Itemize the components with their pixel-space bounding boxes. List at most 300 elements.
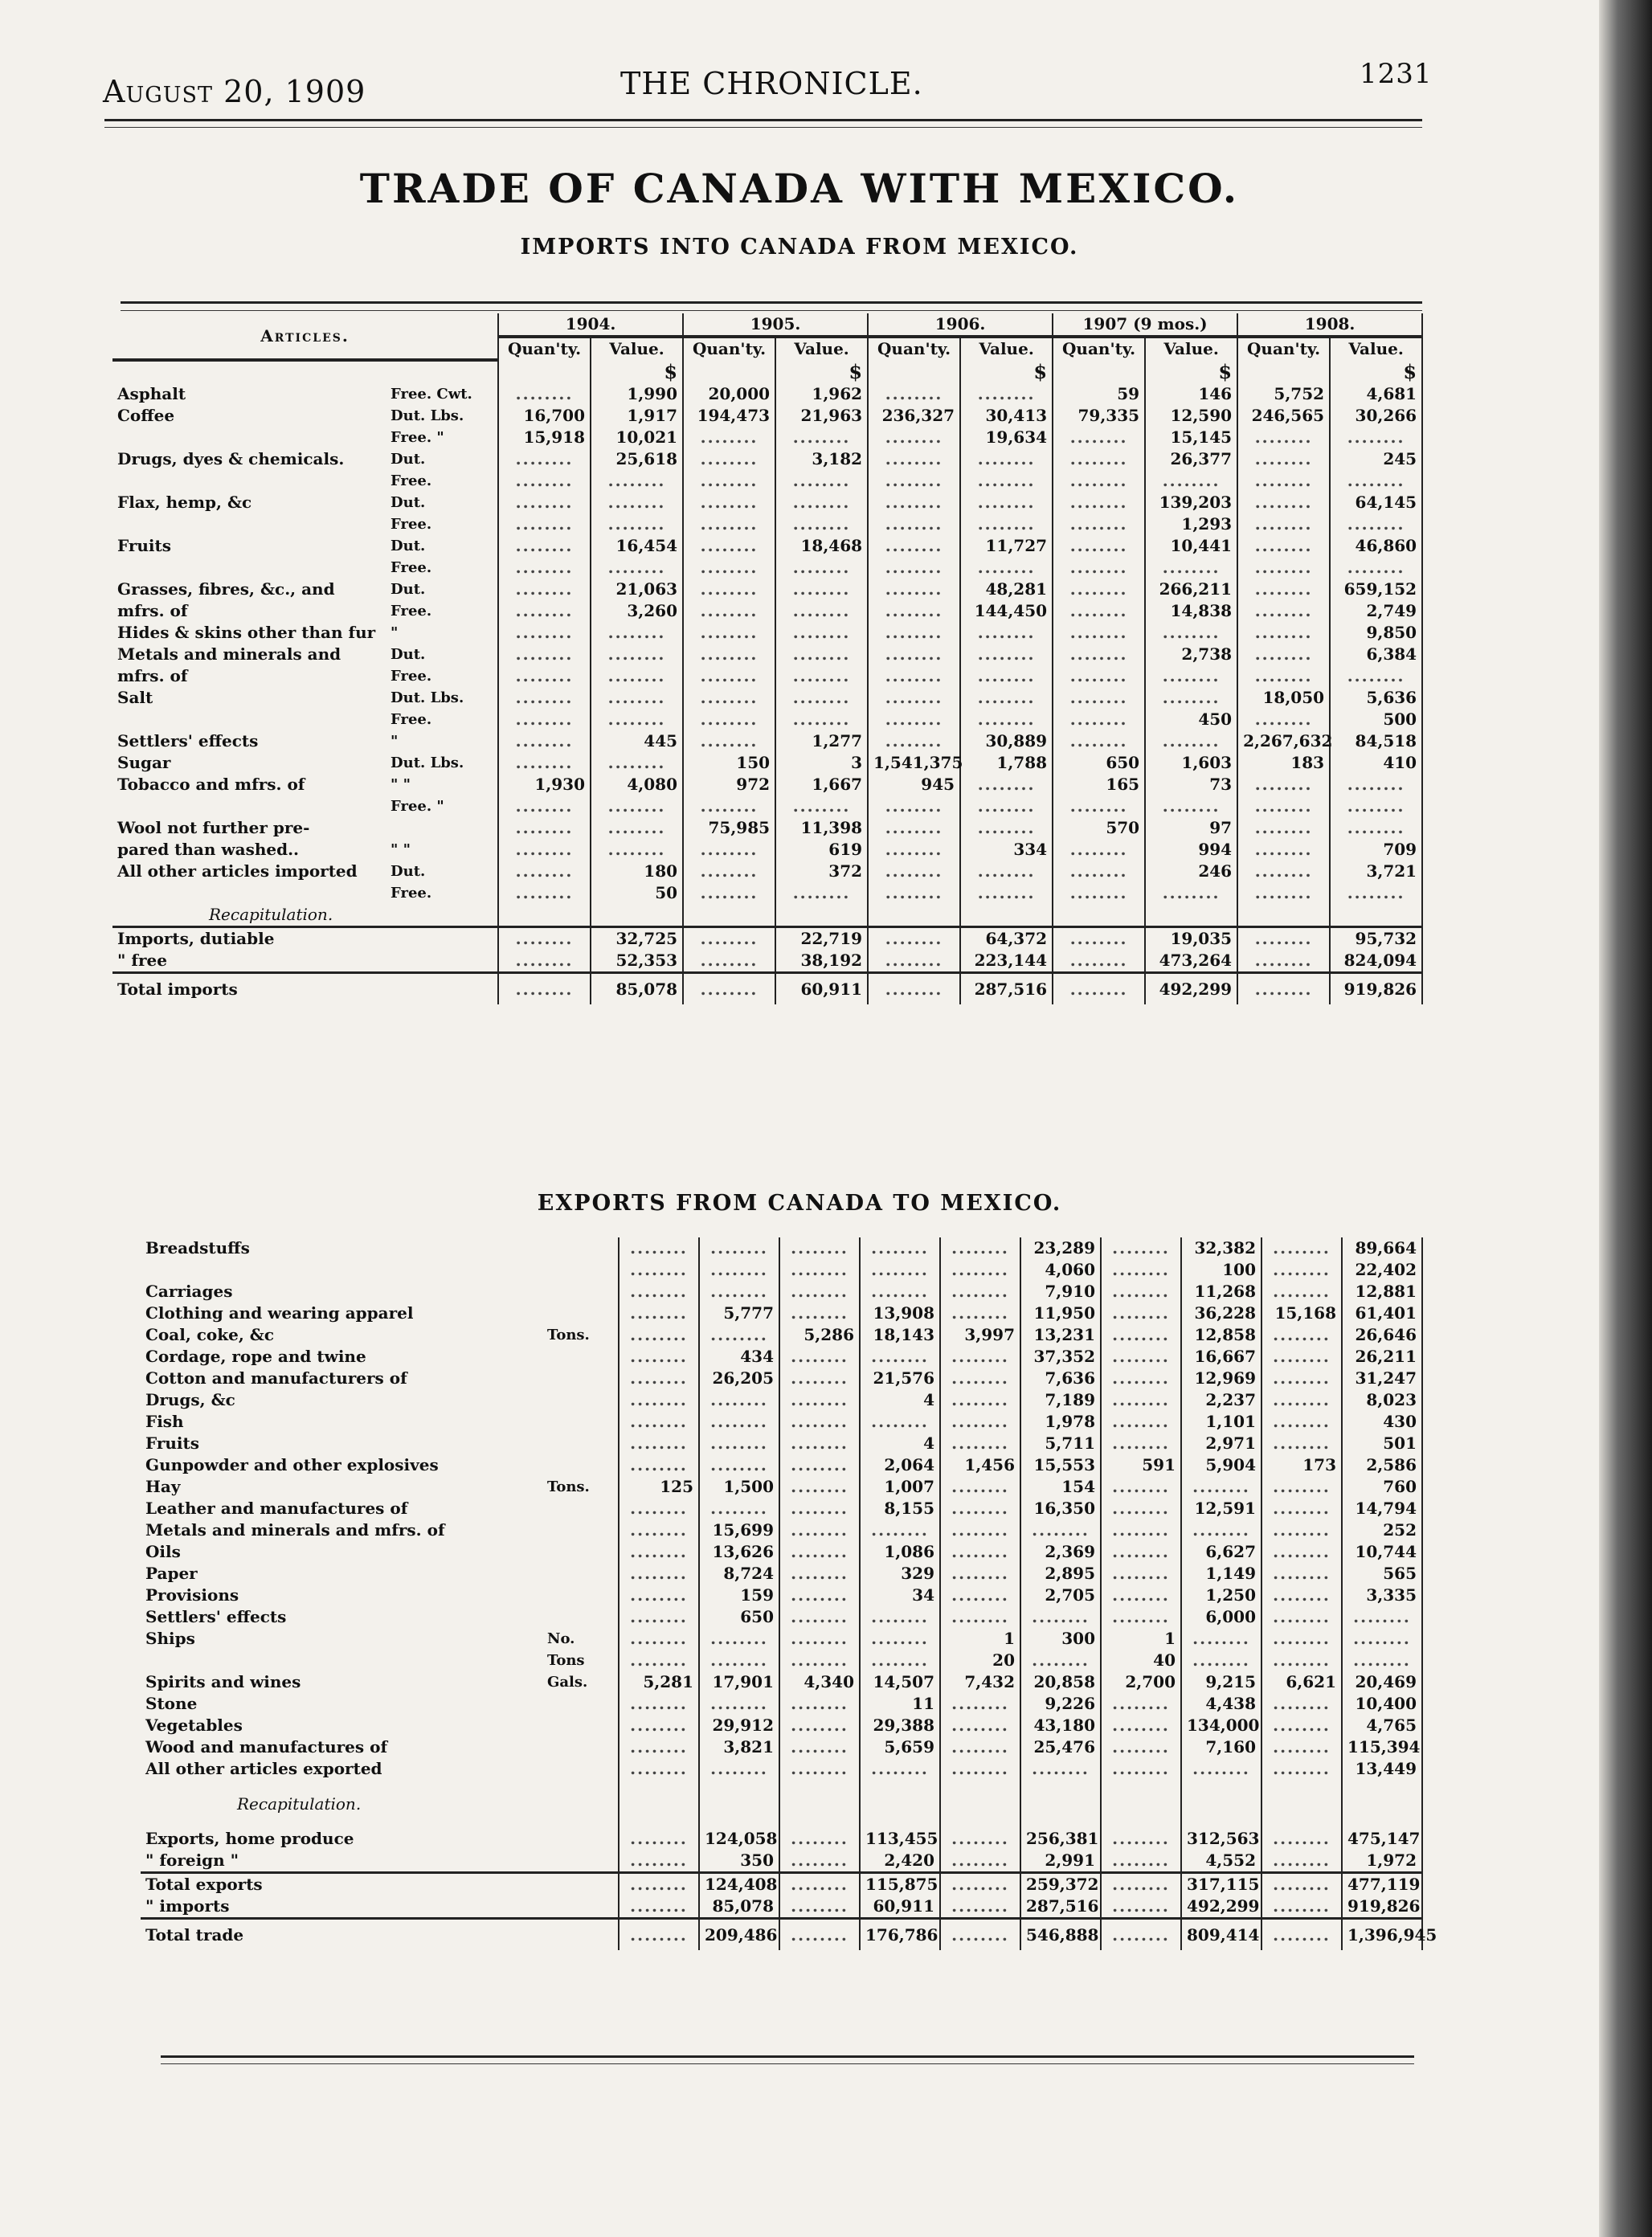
row-duty-unit [542,1454,619,1476]
dot-leader: ........ [951,1585,1009,1605]
row-duty-unit [542,1650,619,1671]
table-cell: 21,063 [591,579,683,600]
row-label [141,1650,542,1671]
table-cell [940,1476,1020,1498]
dot-leader: ........ [630,1520,688,1540]
dot-leader: ........ [951,1520,1009,1540]
table-cell [779,1498,860,1519]
table-cell [1101,1346,1181,1368]
dot-leader: ........ [1273,1829,1331,1848]
dot-leader: ........ [951,1716,1009,1735]
dot-leader: ........ [1347,818,1405,837]
row-label [112,470,386,492]
table-cell [775,492,868,513]
table-cell: 12,969 [1181,1368,1261,1389]
dot-leader: ........ [871,1629,929,1648]
dot-leader: ........ [630,1282,688,1301]
dot-leader: ........ [885,951,943,970]
bottom-rule-thin [161,2063,1414,2064]
dot-leader: ........ [885,840,943,859]
dot-leader: ........ [1069,644,1128,664]
dot-leader: ........ [791,1585,848,1605]
dot-leader: ........ [951,1390,1009,1409]
table-cell [619,1693,699,1715]
dot-leader: ........ [515,471,574,490]
table-cell [775,709,868,730]
table-cell: 154 [1020,1476,1101,1498]
table-cell [1053,665,1145,687]
dollar-sign [1237,360,1330,383]
dot-leader: ........ [710,1412,768,1431]
table-cell [779,1693,860,1715]
table-cell [699,1454,779,1476]
dot-leader: ........ [630,1694,688,1713]
table-cell [868,557,960,579]
dot-leader: ........ [1162,688,1221,707]
table-cell [960,709,1053,730]
table-cell [940,1606,1020,1628]
dot-leader: ........ [792,796,851,816]
duty-label: Dut. [391,863,426,880]
row-label: Wood and manufactures of [145,1737,388,1756]
dot-leader: ........ [871,1759,929,1778]
table-cell: 312,563 [1181,1828,1261,1850]
table-cell [1101,1736,1181,1758]
dot-leader: ........ [1112,1282,1170,1301]
table-cell: 16,700 [498,405,591,427]
table-cell: 38,192 [775,950,868,973]
dot-leader: ........ [1112,1390,1170,1409]
table-cell [940,1303,1020,1324]
dot-leader: ........ [515,384,574,403]
table-row [112,383,1422,405]
row-label: Grasses, fibres, &c., and [117,579,335,599]
table-cell [940,1896,1020,1919]
table-cell [868,448,960,470]
table-cell [860,1281,940,1303]
table-cell [960,665,1053,687]
table-cell [1020,1650,1101,1671]
dot-leader: ........ [951,1737,1009,1756]
dot-leader: ........ [951,1896,1009,1916]
dot-leader: ........ [791,1542,848,1561]
dot-leader: ........ [630,1303,688,1323]
dot-leader: ........ [700,514,759,534]
quantity-header: Quan'ty. [498,337,591,360]
dot-leader: ........ [1112,1368,1170,1388]
table-cell: 12,858 [1181,1324,1261,1346]
row-duty-unit [542,1237,619,1259]
table-cell [683,492,775,513]
duty-label: Free. [391,798,432,815]
table-cell [960,644,1053,665]
table-cell: 30,889 [960,730,1053,752]
dot-leader: ........ [951,1412,1009,1431]
table-row [141,1606,1422,1628]
table-cell [860,1780,940,1828]
table-cell: 1 [940,1628,1020,1650]
table-cell [683,535,775,557]
dot-leader: ........ [515,601,574,620]
dot-leader: ........ [885,979,943,999]
dot-leader: ........ [515,666,574,685]
row-duty-unit [386,383,498,405]
table-cell [779,1303,860,1324]
dot-leader: ........ [791,1925,848,1945]
duty-label: Free. [391,429,432,446]
dot-leader: ........ [515,929,574,948]
table-cell: 1,917 [591,405,683,427]
table-cell [960,687,1053,709]
table-cell: 8,155 [860,1498,940,1519]
table-cell [498,665,591,687]
table-row [141,1896,1422,1919]
table-cell [1330,513,1422,535]
table-cell: 2,705 [1020,1585,1101,1606]
row-label: Clothing and wearing apparel [145,1303,414,1323]
table-cell [1330,557,1422,579]
dot-leader: ........ [515,449,574,468]
table-cell [498,927,591,951]
duty-label: " [391,841,399,858]
table-cell [940,1541,1020,1563]
dot-leader: ........ [630,1829,688,1848]
table-cell [775,470,868,492]
table-cell [683,470,775,492]
table-cell: 20,469 [1342,1671,1422,1693]
row-duty-unit [386,861,498,882]
value-header: Value. [591,337,683,360]
table-cell [591,665,683,687]
table-cell: 11,727 [960,535,1053,557]
table-cell: 2,237 [1181,1389,1261,1411]
table-cell [868,817,960,839]
table-row [141,1541,1422,1563]
row-label [112,795,386,817]
row-label: " foreign " [145,1851,239,1870]
exports-subtitle: EXPORTS FROM CANADA TO MEXICO. [537,1191,1062,1216]
table-cell [960,904,1053,927]
row-label [112,427,386,448]
row-duty-unit [386,557,498,579]
table-cell: 20 [940,1650,1020,1671]
table-cell [498,817,591,839]
table-cell: 52,353 [591,950,683,973]
table-cell [591,470,683,492]
table-cell [619,1650,699,1671]
table-cell: 95,732 [1330,927,1422,951]
table-cell: 14,507 [860,1671,940,1693]
dot-leader: ........ [1192,1759,1250,1778]
table-cell [779,1411,860,1433]
row-label: Fish [145,1412,184,1431]
dot-leader: ........ [1273,1499,1331,1518]
row-duty-unit [386,665,498,687]
dot-leader: ........ [515,536,574,555]
table-cell [619,1585,699,1606]
table-cell [619,1780,699,1828]
row-label: mfrs. of [117,601,188,620]
table-cell [779,1736,860,1758]
dot-leader: ........ [885,929,943,948]
table-cell [1342,1628,1422,1650]
table-cell [1237,927,1330,951]
table-cell [619,1850,699,1873]
dot-leader: ........ [1112,1238,1170,1258]
table-cell: 173 [1261,1454,1342,1476]
table-cell: 1,101 [1181,1411,1261,1433]
duty-label: Dut. [391,646,426,663]
table-cell: 2,749 [1330,600,1422,622]
table-cell [1261,1324,1342,1346]
imports-top-rule-thin [121,310,1422,311]
row-duty-unit [386,927,498,951]
table-cell: 1,962 [775,383,868,405]
table-cell: 14,838 [1145,600,1237,622]
unit-label: " [403,776,411,793]
table-cell: 9,226 [1020,1693,1101,1715]
row-duty-unit [542,1896,619,1919]
table-cell: 1 [1101,1628,1181,1650]
table-cell [1237,904,1330,927]
dot-leader: ........ [871,1282,929,1301]
table-cell [940,1498,1020,1519]
dot-leader: ........ [630,1455,688,1474]
table-cell [683,513,775,535]
row-duty-unit [542,1758,619,1780]
table-cell [940,1715,1020,1736]
table-cell [960,448,1053,470]
table-cell: 209,486 [699,1919,779,1951]
dot-leader: ........ [871,1347,929,1366]
table-cell [940,1563,1020,1585]
table-cell [498,839,591,861]
table-cell [1237,665,1330,687]
dot-leader: ........ [700,536,759,555]
table-cell [1181,1780,1261,1828]
table-cell: 29,388 [860,1715,940,1736]
dot-leader: ........ [515,951,574,970]
table-cell [1330,665,1422,687]
row-duty-unit [542,1433,619,1454]
table-cell [960,882,1053,904]
table-cell [498,730,591,752]
dot-leader: ........ [791,1368,848,1388]
table-cell: 1,978 [1020,1411,1101,1433]
dot-leader: ........ [1273,1412,1331,1431]
row-label: " free [117,951,167,970]
table-cell: 18,143 [860,1324,940,1346]
dot-leader: ........ [792,883,851,902]
row-duty-unit [542,1563,619,1585]
table-cell: 4 [860,1389,940,1411]
table-cell: 1,250 [1181,1585,1261,1606]
table-cell [960,383,1053,405]
table-cell: 445 [591,730,683,752]
table-cell [683,730,775,752]
table-cell [619,1563,699,1585]
table-cell [1261,1519,1342,1541]
year-header-1905: 1905. [683,313,868,337]
dot-leader: ........ [710,1282,768,1301]
table-cell [779,1433,860,1454]
table-cell [960,861,1053,882]
table-cell [868,383,960,405]
table-cell [699,1758,779,1780]
dot-leader: ........ [1254,558,1313,577]
dot-leader: ........ [1162,471,1221,490]
dot-leader: ........ [951,1347,1009,1366]
dot-leader: ........ [607,558,666,577]
table-cell: 5,659 [860,1736,940,1758]
unit-label: Lbs. [430,755,464,771]
table-cell: 11,268 [1181,1281,1261,1303]
dot-leader: ........ [710,1499,768,1518]
table-cell: 97 [1145,817,1237,839]
unit-label: Cwt. [436,386,472,403]
table-cell: 46,860 [1330,535,1422,557]
dot-leader: ........ [791,1650,848,1670]
table-row [141,1324,1422,1346]
table-cell [1101,1850,1181,1873]
table-cell [619,1411,699,1433]
table-cell [498,950,591,973]
table-cell: 2,369 [1020,1541,1101,1563]
dot-leader: ........ [951,1260,1009,1279]
dot-leader: ........ [951,1477,1009,1496]
table-cell [1101,1585,1181,1606]
row-label: Oils [145,1542,181,1561]
dot-leader: ........ [700,579,759,599]
table-cell: 3,997 [940,1324,1020,1346]
dot-leader: ........ [630,1368,688,1388]
dot-leader: ........ [1273,1564,1331,1583]
row-duty-unit [386,817,498,839]
table-cell: 75,985 [683,817,775,839]
row-duty-unit [386,600,498,622]
table-row [141,1919,1422,1951]
dot-leader: ........ [630,1585,688,1605]
table-cell [1101,1281,1181,1303]
dot-leader: ........ [1112,1564,1170,1583]
dot-leader: ........ [977,493,1036,512]
table-cell: 3,182 [775,448,868,470]
dot-leader: ........ [1273,1875,1331,1894]
dot-leader: ........ [700,601,759,620]
dot-leader: ........ [1347,514,1405,534]
table-cell [775,427,868,448]
table-row [141,1758,1422,1780]
table-cell [779,1476,860,1498]
dot-leader: ........ [1254,449,1313,468]
table-cell [683,904,775,927]
dot-leader: ........ [791,1390,848,1409]
table-row [141,1850,1422,1873]
table-cell [699,1650,779,1671]
table-cell [860,1606,940,1628]
year-header-1904: 1904. [498,313,683,337]
table-cell [1261,1476,1342,1498]
table-row [141,1498,1422,1519]
table-cell [960,817,1053,839]
row-duty-unit [542,1519,619,1541]
row-duty-unit [386,360,498,383]
table-row [112,448,1422,470]
row-duty-unit [542,1368,619,1389]
dot-leader: ........ [700,840,759,859]
dot-leader: ........ [1032,1759,1090,1778]
dot-leader: ........ [791,1759,848,1778]
dot-leader: ........ [1347,427,1405,447]
table-cell: 85,078 [591,973,683,1005]
dot-leader: ........ [885,384,943,403]
dollar-sign [868,360,960,383]
dot-leader: ........ [1273,1368,1331,1388]
table-cell: 410 [1330,752,1422,774]
row-label [112,882,386,904]
dot-leader: ........ [515,558,574,577]
header-rule [104,119,1422,121]
duty-label: Dut. [391,538,426,554]
dot-leader: ........ [1273,1694,1331,1713]
table-cell: 619 [775,839,868,861]
table-row [112,882,1422,904]
table-cell: 329 [860,1563,940,1585]
table-cell [1145,795,1237,817]
row-duty-unit [542,1606,619,1628]
dot-leader: ........ [977,818,1036,837]
dot-leader: ........ [630,1716,688,1735]
table-cell [868,730,960,752]
table-cell: 287,516 [1020,1896,1101,1919]
table-cell [1261,1693,1342,1715]
dot-leader: ........ [515,753,574,772]
table-cell: 12,591 [1181,1498,1261,1519]
table-cell: 23,289 [1020,1237,1101,1259]
dot-leader: ........ [1162,666,1221,685]
table-cell [683,795,775,817]
dot-leader: ........ [1069,929,1128,948]
row-label: Coffee [117,406,175,425]
table-cell [498,752,591,774]
dot-leader: ........ [1347,883,1405,902]
dot-leader: ........ [791,1851,848,1870]
dot-leader: ........ [792,493,851,512]
articles-header: Articles. [260,325,350,346]
table-cell: 500 [1330,709,1422,730]
dot-leader: ........ [630,1564,688,1583]
table-cell: 19,634 [960,427,1053,448]
dot-leader: ........ [1112,1896,1170,1916]
table-cell [860,1237,940,1259]
table-cell [1237,579,1330,600]
duty-label: Free. [391,711,432,728]
table-cell: 22,402 [1342,1259,1422,1281]
table-cell [940,1919,1020,1951]
table-cell: 7,160 [1181,1736,1261,1758]
table-cell: 4 [860,1433,940,1454]
table-cell [1330,882,1422,904]
row-label: Tobacco and mfrs. of [117,775,305,794]
table-row [112,730,1422,752]
dot-leader: ........ [607,493,666,512]
table-cell [1261,1541,1342,1563]
dot-leader: ........ [515,579,574,599]
table-row [112,470,1422,492]
table-cell [1101,1237,1181,1259]
table-cell [619,1828,699,1850]
table-cell [868,470,960,492]
